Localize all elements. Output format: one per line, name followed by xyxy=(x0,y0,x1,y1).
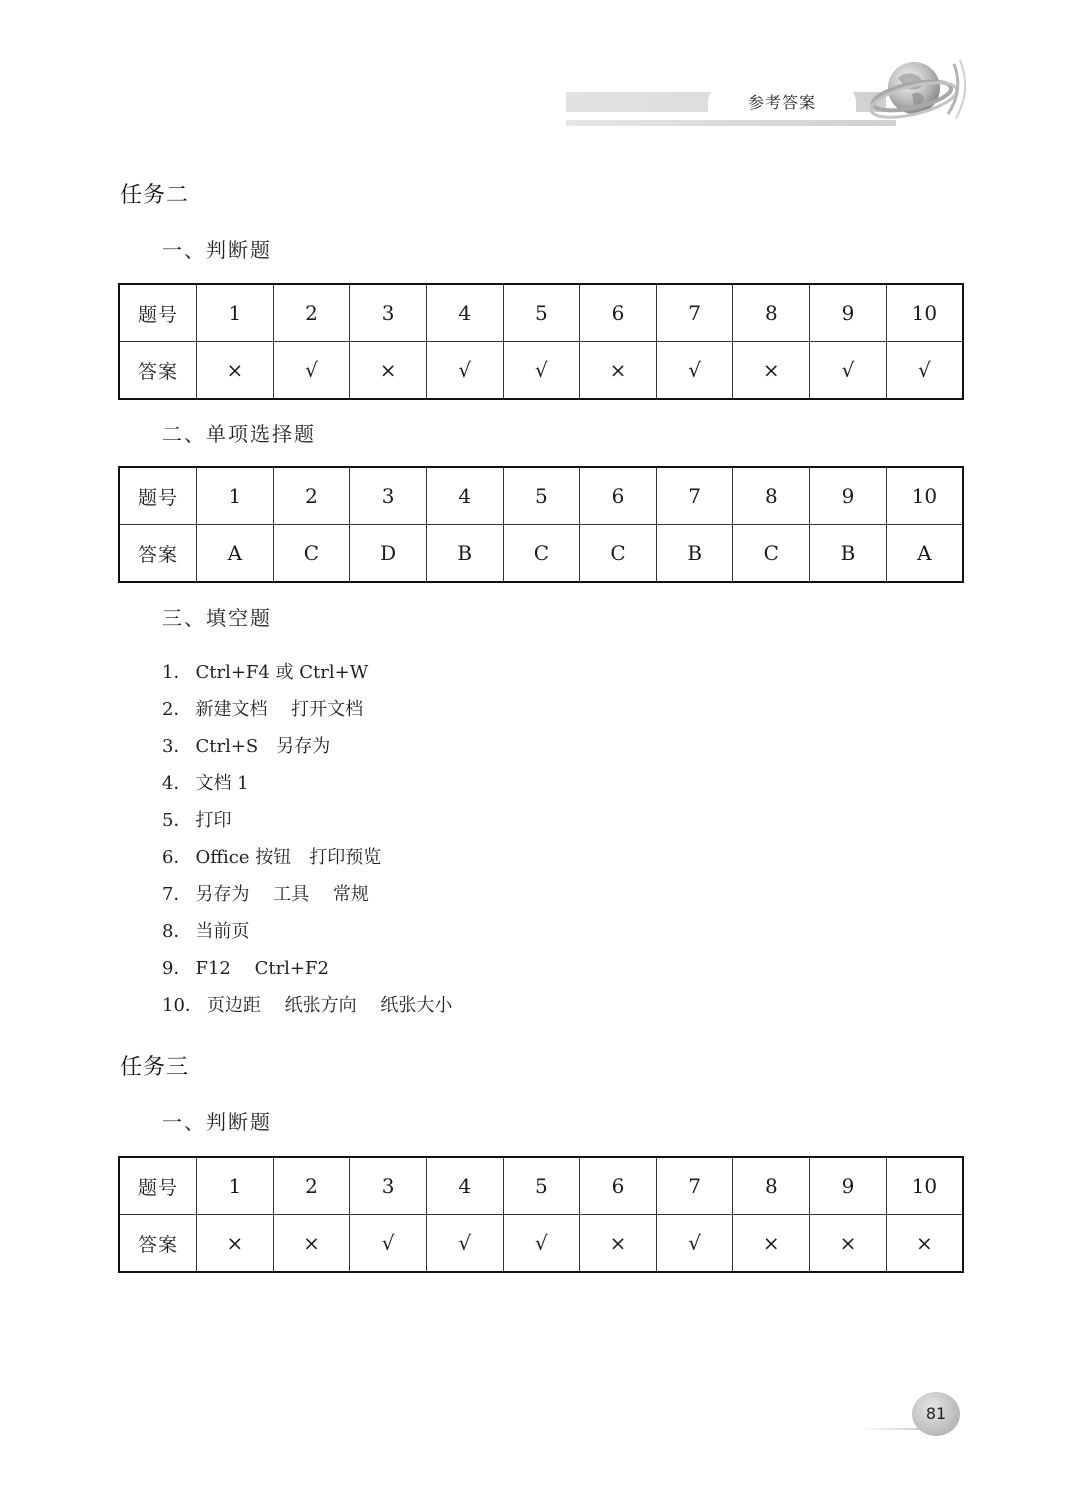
table-cell: D xyxy=(350,525,427,583)
item-answer: 页边距 纸张方向 纸张大小 xyxy=(206,995,453,1016)
row-label: 题号 xyxy=(119,284,197,342)
fill-answer-list xyxy=(162,654,452,1024)
answer-table-choice xyxy=(118,466,964,583)
item-answer: Office 按钮 打印预览 xyxy=(195,847,382,868)
table-row xyxy=(119,1157,963,1215)
item-answer: Ctrl+S 另存为 xyxy=(195,736,331,757)
table-cell: 7 xyxy=(656,1157,733,1215)
table-cell: √ xyxy=(656,342,733,400)
table-cell: 9 xyxy=(810,284,887,342)
section-title: 一、判断题 xyxy=(162,238,272,262)
table-cell: 3 xyxy=(350,467,427,525)
table-cell: √ xyxy=(273,342,350,400)
list-item xyxy=(162,765,452,802)
table-cell: A xyxy=(197,525,274,583)
item-number: 7． xyxy=(162,884,192,905)
globe-logo-icon xyxy=(868,56,968,128)
table-cell: × xyxy=(350,342,427,400)
table-cell: 10 xyxy=(886,467,963,525)
row-label: 题号 xyxy=(119,467,197,525)
item-answer: 新建文档 打开文档 xyxy=(195,699,364,720)
answer-table-judge xyxy=(118,1156,964,1273)
item-number: 10． xyxy=(162,995,203,1016)
table-cell: 1 xyxy=(197,284,274,342)
table-cell: 9 xyxy=(810,1157,887,1215)
table-cell: × xyxy=(733,342,810,400)
table-cell: 4 xyxy=(426,284,503,342)
item-number: 6． xyxy=(162,847,192,868)
item-answer: 打印 xyxy=(195,810,232,831)
table-cell: 2 xyxy=(273,1157,350,1215)
list-item xyxy=(162,802,452,839)
header-underline xyxy=(566,120,896,126)
task-title: 任务二 xyxy=(120,183,190,208)
table-cell: 8 xyxy=(733,284,810,342)
list-item xyxy=(162,654,452,691)
list-item xyxy=(162,728,452,765)
table-cell: 2 xyxy=(273,284,350,342)
item-number: 3． xyxy=(162,736,192,757)
row-label: 题号 xyxy=(119,1157,197,1215)
item-answer: F12 Ctrl+F2 xyxy=(195,958,329,979)
table-cell: 1 xyxy=(197,467,274,525)
item-answer: 文档 1 xyxy=(195,773,249,794)
table-cell: 1 xyxy=(197,1157,274,1215)
task-title: 任务三 xyxy=(120,1055,190,1080)
item-number: 1． xyxy=(162,662,192,683)
row-label: 答案 xyxy=(119,1215,197,1273)
table-row xyxy=(119,342,963,400)
table-cell: √ xyxy=(810,342,887,400)
item-answer: Ctrl+F4 或 Ctrl+W xyxy=(195,662,369,683)
list-item xyxy=(162,839,452,876)
list-item xyxy=(162,913,452,950)
table-cell: 6 xyxy=(580,467,657,525)
table-cell: C xyxy=(273,525,350,583)
table-cell: 10 xyxy=(886,284,963,342)
section-title: 三、填空题 xyxy=(162,606,272,630)
table-row xyxy=(119,525,963,583)
table-cell: 5 xyxy=(503,467,580,525)
table-cell: √ xyxy=(503,342,580,400)
item-number: 8． xyxy=(162,921,192,942)
list-item xyxy=(162,876,452,913)
table-cell: 9 xyxy=(810,467,887,525)
table-cell: × xyxy=(733,1215,810,1273)
table-cell: B xyxy=(426,525,503,583)
item-number: 5． xyxy=(162,810,192,831)
table-cell: 8 xyxy=(733,467,810,525)
section-title: 二、单项选择题 xyxy=(162,422,316,446)
table-cell: √ xyxy=(426,1215,503,1273)
item-number: 2． xyxy=(162,699,192,720)
table-cell: C xyxy=(503,525,580,583)
table-cell: A xyxy=(886,525,963,583)
table-cell: 4 xyxy=(426,1157,503,1215)
table-cell: 5 xyxy=(503,284,580,342)
item-number: 4． xyxy=(162,773,192,794)
section-title: 一、判断题 xyxy=(162,1110,272,1134)
row-label: 答案 xyxy=(119,525,197,583)
table-cell: × xyxy=(197,1215,274,1273)
list-item xyxy=(162,987,452,1024)
table-cell: 4 xyxy=(426,467,503,525)
table-cell: 7 xyxy=(656,467,733,525)
table-cell: √ xyxy=(426,342,503,400)
table-cell: C xyxy=(733,525,810,583)
list-item xyxy=(162,950,452,987)
table-cell: 6 xyxy=(580,1157,657,1215)
table-cell: 3 xyxy=(350,1157,427,1215)
table-cell: × xyxy=(197,342,274,400)
page-number: 81 xyxy=(925,1404,947,1423)
item-number: 9． xyxy=(162,958,192,979)
table-cell: √ xyxy=(350,1215,427,1273)
list-item xyxy=(162,691,452,728)
table-cell: 2 xyxy=(273,467,350,525)
table-cell: √ xyxy=(503,1215,580,1273)
table-cell: × xyxy=(810,1215,887,1273)
table-cell: √ xyxy=(886,342,963,400)
item-answer: 当前页 xyxy=(195,921,250,942)
header-title: 参考答案 xyxy=(747,93,816,112)
table-cell: C xyxy=(580,525,657,583)
table-cell: 10 xyxy=(886,1157,963,1215)
table-cell: 5 xyxy=(503,1157,580,1215)
table-row xyxy=(119,284,963,342)
item-answer: 另存为 工具 常规 xyxy=(195,884,369,905)
table-cell: 3 xyxy=(350,284,427,342)
table-cell: 7 xyxy=(656,284,733,342)
table-row xyxy=(119,467,963,525)
row-label: 答案 xyxy=(119,342,197,400)
table-cell: × xyxy=(580,1215,657,1273)
table-cell: × xyxy=(580,342,657,400)
table-cell: × xyxy=(886,1215,963,1273)
table-cell: × xyxy=(273,1215,350,1273)
table-cell: 8 xyxy=(733,1157,810,1215)
answer-table-judge xyxy=(118,283,964,400)
table-cell: B xyxy=(810,525,887,583)
table-cell: 6 xyxy=(580,284,657,342)
table-cell: √ xyxy=(656,1215,733,1273)
table-row xyxy=(119,1215,963,1273)
table-cell: B xyxy=(656,525,733,583)
